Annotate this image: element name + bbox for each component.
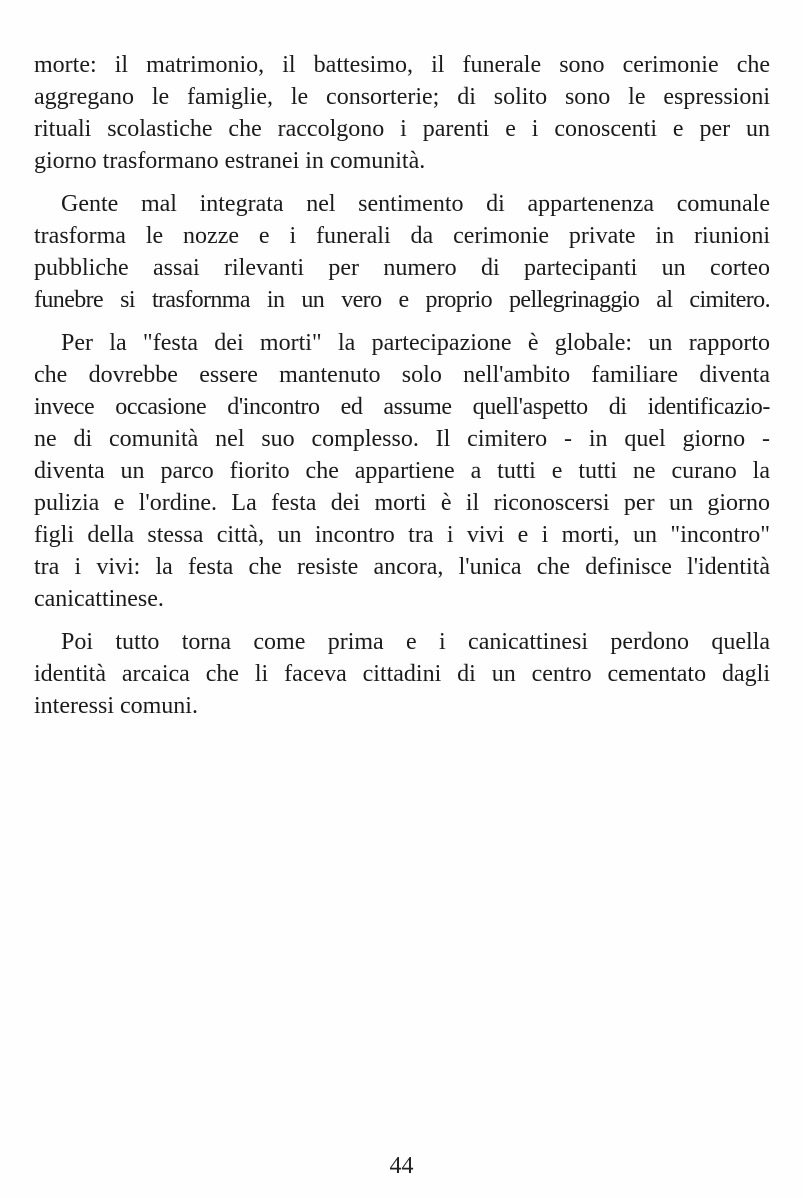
text-line: ne di comunità nel suo complesso. Il cimitero - in quel giorno -: [34, 426, 770, 452]
text-line: diventa un parco fiorito che appartiene a tutti e tutti ne curano la: [34, 458, 770, 484]
text-line: pubbliche assai rilevanti per numero di partecipanti un corteo: [34, 255, 770, 281]
text-line: tra i vivi: la festa che resiste ancora, l'unica che definisce l'identità: [34, 554, 770, 580]
text-line: invece occasione d'incontro ed assume quell'aspetto di identificazio-: [34, 394, 770, 420]
text-line: Poi tutto torna come prima e i canicattinesi perdono quella: [61, 629, 770, 655]
text-line: rituali scolastiche che raccolgono i parenti e i conoscenti e per un: [34, 116, 770, 142]
text-line: trasforma le nozze e i funerali da cerimonie private in riunioni: [34, 223, 770, 249]
text-line: Per la "festa dei morti" la partecipazione è globale: un rapporto: [61, 330, 770, 356]
body-text: [34, 49, 770, 722]
text-line: pulizia e l'ordine. La festa dei morti è il riconoscersi per un giorno: [34, 490, 770, 516]
paragraph: [34, 188, 770, 316]
text-line: aggregano le famiglie, le consorterie; di solito sono le espressioni: [34, 84, 770, 110]
text-line: identità arcaica che li faceva cittadini di un centro cementato dagli: [34, 661, 770, 687]
paragraph: [34, 49, 770, 177]
text-line: giorno trasformano estranei in comunità.: [34, 148, 426, 174]
text-line: figli della stessa città, un incontro tra i vivi e i morti, un "incontro": [34, 522, 770, 548]
text-line: Gente mal integrata nel sentimento di appartenenza comunale: [61, 191, 770, 217]
paragraph: [34, 626, 770, 722]
text-line: canicattinese.: [34, 586, 164, 612]
text-line: funebre si trasfornma in un vero e proprio pellegrinaggio al cimitero.: [34, 287, 770, 313]
text-line: interessi comuni.: [34, 693, 198, 719]
page-number: 44: [389, 1153, 414, 1179]
paragraph: [34, 327, 770, 615]
text-line: che dovrebbe essere mantenuto solo nell'ambito familiare diventa: [34, 362, 770, 388]
text-line: morte: il matrimonio, il battesimo, il funerale sono cerimonie che: [34, 52, 770, 78]
